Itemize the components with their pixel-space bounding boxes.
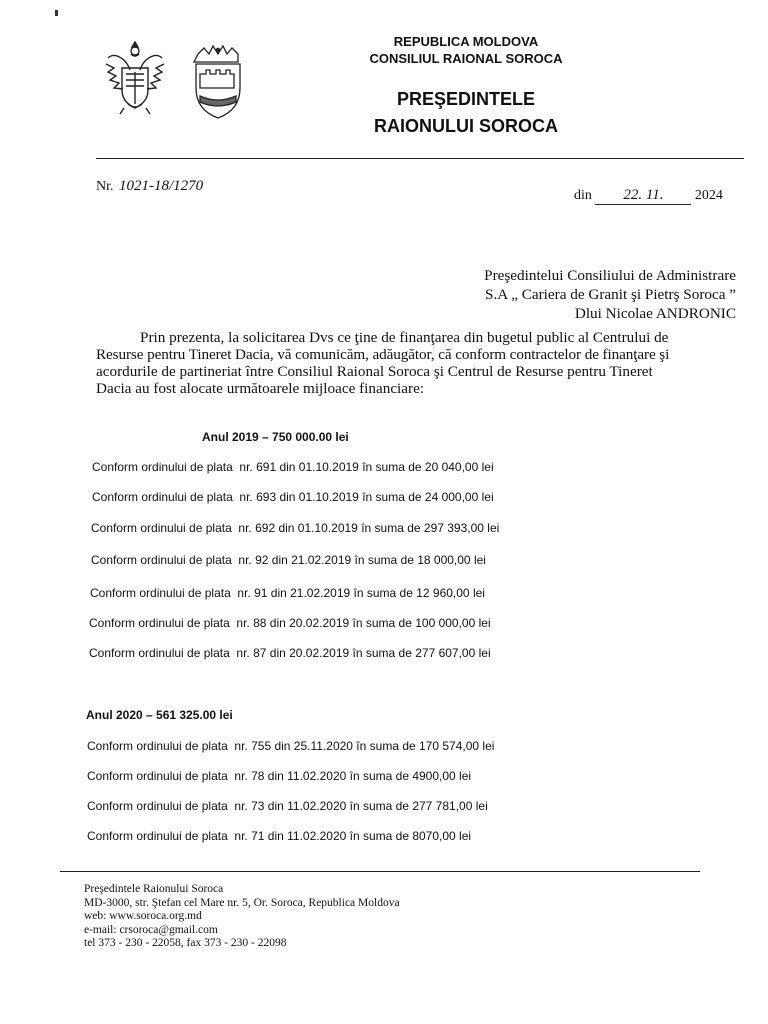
footer-email: e-mail: crsoroca@gmail.com — [84, 923, 218, 936]
footer-address: MD-3000, str. Ştefan cel Mare nr. 5, Or. Soroca, Republica Moldova — [84, 896, 400, 909]
payment-row: Conform ordinului de plata nr. 88 din 20.02.2019 în suma de 100 000,00 lei — [89, 616, 491, 630]
moldova-coat-of-arms-icon — [100, 38, 170, 118]
payment-row: Conform ordinului de plata nr. 755 din 25.11.2020 în suma de 170 574,00 lei — [87, 739, 495, 753]
header-divider — [96, 158, 744, 159]
payment-row: Conform ordinului de plata nr. 693 din 01.10.2019 în suma de 24 000,00 lei — [92, 490, 494, 504]
footer-web: web: www.soroca.org.md — [84, 910, 202, 922]
payment-row: Conform ordinului de plata nr. 87 din 20.02.2019 în suma de 277 607,00 lei — [89, 646, 491, 660]
reference-nr — [96, 178, 203, 195]
footer-office: Preşedintele Raionului Soroca — [84, 883, 224, 895]
council-name: CONSILIUL RAIONAL SOROCA — [369, 51, 563, 66]
page-subtitle: RAIONULUI SOROCA — [374, 116, 558, 136]
nr-handwritten: 1021-18/1270 — [119, 178, 204, 194]
addressee-line3: Dlui Nicolae ANDRONIC — [574, 305, 736, 322]
footer-divider — [60, 871, 700, 872]
year-2020-heading: Anul 2020 – 561 325.00 lei — [86, 708, 233, 722]
date-year: 2024 — [694, 188, 723, 203]
payment-row: Conform ordinului de plata nr. 92 din 21.02.2019 în suma de 18 000,00 lei — [91, 553, 486, 567]
addressee-line1: Preşedintelui Consiliului de Administrare — [484, 267, 736, 284]
page-title: PREŞEDINTELE — [396, 89, 536, 109]
addressee-block — [400, 266, 736, 323]
footer-contact — [84, 883, 400, 951]
addressee-line2: S.A „ Cariera de Granit şi Pietrş Soroca ” — [485, 286, 736, 303]
payment-row: Conform ordinului de plata nr. 78 din 11.02.2020 în suma de 4900,00 lei — [87, 769, 472, 783]
payment-row: Conform ordinului de plata nr. 691 din 01.10.2019 în suma de 20 040,00 lei — [92, 460, 494, 474]
din-label: din — [574, 188, 592, 203]
body-line4: Dacia au fost alocate următoarele mijloace financiare: — [96, 380, 425, 397]
date-handwritten: 22. 11. — [595, 187, 691, 205]
reference-date — [574, 187, 723, 205]
payment-row: Conform ordinului de plata nr. 71 din 11.02.2020 în suma de 8070,00 lei — [87, 829, 472, 843]
payment-row: Conform ordinului de plata nr. 692 din 01.10.2019 în suma de 297 393,00 lei — [91, 521, 500, 535]
nr-label: Nr. — [96, 179, 114, 194]
year-2019-heading: Anul 2019 – 750 000.00 lei — [202, 430, 349, 444]
payment-row: Conform ordinului de plata nr. 73 din 11.02.2020 în suma de 277 781,00 lei — [87, 799, 488, 813]
body-line2: Resurse pentru Tineret Dacia, vă comunicăm, adăugător, că conform contractelor de finanţare şi — [96, 346, 670, 363]
body-paragraph — [96, 329, 736, 397]
footer-phone: tel 373 - 230 - 22058, fax 373 - 230 - 22098 — [84, 937, 287, 949]
scan-mark — [55, 10, 58, 16]
body-line3: acordurile de partineriat între Consiliul Raional Soroca şi Centrul de Resurse pentru Tineret — [96, 363, 653, 380]
payment-row: Conform ordinului de plata nr. 91 din 21.02.2019 în suma de 12 960,00 lei — [90, 586, 485, 600]
body-line1: Prin prezenta, la solicitarea Dvs ce ţine de finanţarea din bugetul public al Centrului de — [140, 329, 669, 346]
country-name: REPUBLICA MOLDOVA — [393, 34, 539, 49]
soroca-coat-of-arms-icon — [188, 44, 248, 124]
